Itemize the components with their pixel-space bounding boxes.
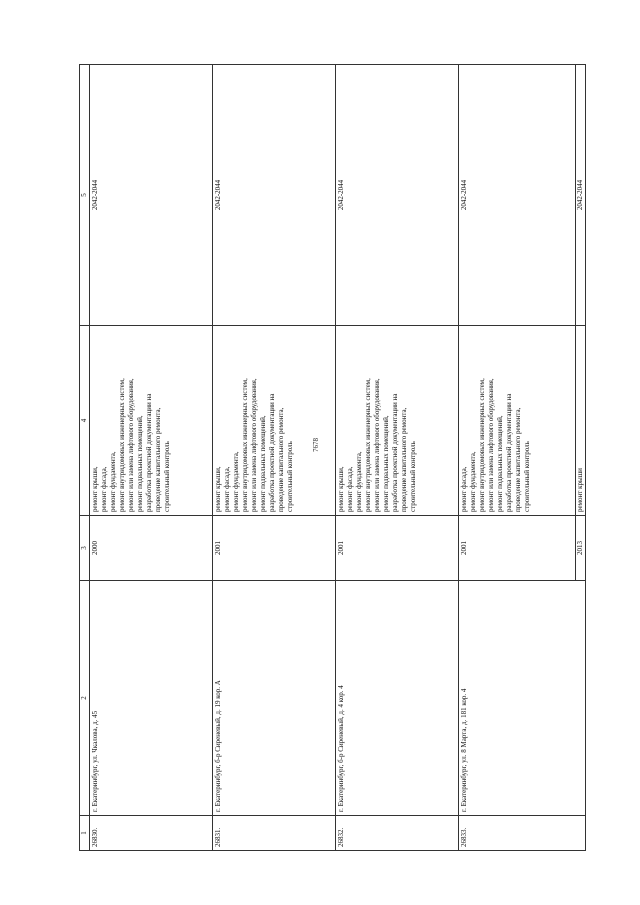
row-period: 2042-2044 — [90, 65, 213, 326]
work-item: ремонт фундамента, — [355, 451, 363, 512]
work-item: ремонт или замена лифтового оборудования, — [127, 378, 135, 512]
table-row — [459, 65, 576, 851]
repair-schedule-table — [79, 64, 586, 851]
row-address: г. Екатеринбург, ул. 8 Марта, д. 181 кор. 4 — [459, 581, 586, 816]
header-col-4: 4 — [80, 326, 90, 516]
header-col-1: 1 — [80, 816, 90, 851]
row-number: 26832. — [336, 816, 459, 851]
work-item: ремонт или замена лифтового оборудования, — [487, 378, 495, 512]
work-item: разработка проектной документации на — [391, 393, 399, 512]
work-item: ремонт фасада, — [346, 466, 354, 512]
work-item: ремонт фундамента, — [109, 451, 117, 512]
work-item: строительный контроль — [286, 441, 294, 512]
work-item: ремонт крыши, — [91, 466, 99, 512]
work-item: ремонт подвальных помещений, — [259, 415, 267, 512]
row-works — [213, 326, 336, 516]
table-row — [213, 65, 336, 851]
work-item: ремонт подвальных помещений, — [136, 415, 144, 512]
work-item: ремонт фасада, — [100, 466, 108, 512]
header-col-3: 3 — [80, 516, 90, 581]
work-item: разработка проектной документации на — [505, 393, 513, 512]
header-col-5: 5 — [80, 65, 90, 326]
work-item: ремонт фундамента, — [232, 451, 240, 512]
row-year: 2001 — [336, 516, 459, 581]
work-item: ремонт внутридомовых инженерных систем, — [241, 378, 249, 512]
row-works — [336, 326, 459, 516]
row-year: 2001 — [213, 516, 336, 581]
work-item: ремонт внутридомовых инженерных систем, — [118, 378, 126, 512]
work-item: ремонт фундамента, — [469, 451, 477, 512]
work-item: ремонт внутридомовых инженерных систем, — [478, 378, 486, 512]
work-item: разработка проектной документации на — [268, 393, 276, 512]
work-item: ремонт подвальных помещений, — [382, 415, 390, 512]
row-year: 2001 — [459, 516, 576, 581]
header-col-2: 2 — [80, 581, 90, 816]
work-item: проведение капитального ремонта, — [154, 407, 162, 512]
row-number: 26833. — [459, 816, 586, 851]
page-number: 7678 — [312, 438, 320, 452]
subrow-period: 2042-2044 — [576, 65, 586, 326]
row-works — [90, 326, 213, 516]
work-item: ремонт фасада, — [223, 466, 231, 512]
work-item: проведение капитального ремонта, — [514, 407, 522, 512]
work-item: ремонт крыши, — [214, 466, 222, 512]
work-item: строительный контроль — [409, 441, 417, 512]
rotated-table-wrapper — [79, 90, 602, 851]
work-item: разработка проектной документации на — [145, 393, 153, 512]
row-address: г. Екатеринбург, ул. Чкалова, д. 45 — [90, 581, 213, 816]
table-row — [90, 65, 213, 851]
row-works — [459, 326, 576, 516]
subrow-year: 2013 — [576, 516, 586, 581]
subrow-works: ремонт крыши — [576, 326, 586, 516]
row-period: 2042-2044 — [213, 65, 336, 326]
row-number: 26830. — [90, 816, 213, 851]
row-period: 2042-2044 — [459, 65, 576, 326]
work-item: строительный контроль — [163, 441, 171, 512]
work-item: ремонт или замена лифтового оборудования, — [250, 378, 258, 512]
work-item: ремонт внутридомовых инженерных систем, — [364, 378, 372, 512]
row-address: г. Екатеринбург, б-р Сиреневый, д. 4 кор. 4 — [336, 581, 459, 816]
work-item: проведение капитального ремонта, — [277, 407, 285, 512]
row-year: 2000 — [90, 516, 213, 581]
row-number: 26831. — [213, 816, 336, 851]
work-item: ремонт крыши, — [337, 466, 345, 512]
work-item: ремонт подвальных помещений, — [496, 415, 504, 512]
table-row — [336, 65, 459, 851]
work-item: ремонт фасада, — [460, 466, 468, 512]
work-item: проведение капитального ремонта, — [400, 407, 408, 512]
work-item: строительный контроль — [523, 441, 531, 512]
row-address: г. Екатеринбург, б-р Сиреневый, д. 19 кор. А — [213, 581, 336, 816]
work-item: ремонт или замена лифтового оборудования, — [373, 378, 381, 512]
header-row — [80, 65, 90, 851]
row-period: 2042-2044 — [336, 65, 459, 326]
